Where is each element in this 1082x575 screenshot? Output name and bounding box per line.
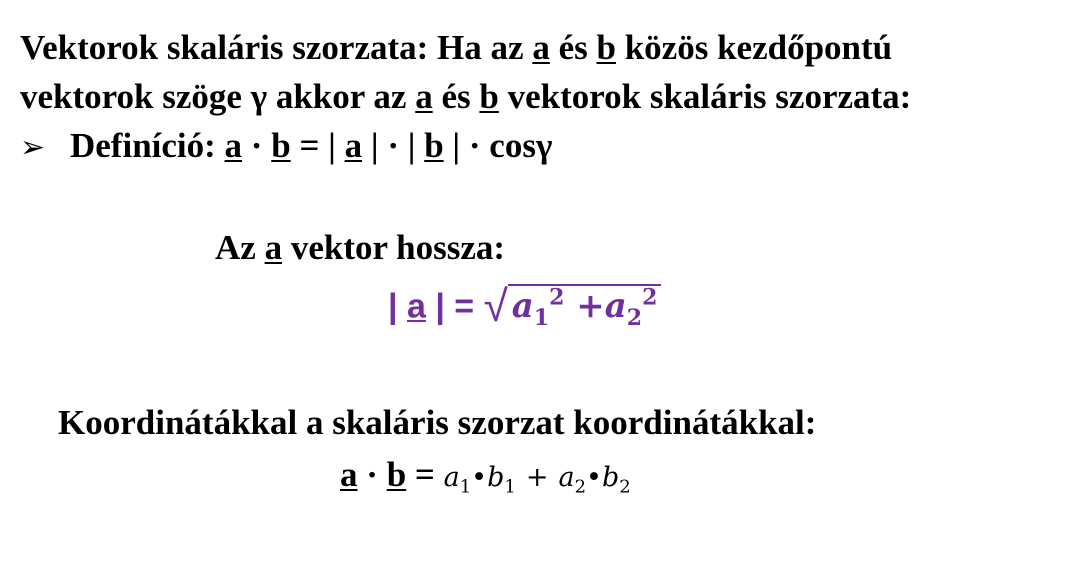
term-exponent: 2 xyxy=(549,285,565,311)
plus-operator: + xyxy=(564,286,605,327)
vector-a-symbol: a xyxy=(224,126,243,165)
heading-line-2 xyxy=(20,77,911,117)
term-var: a xyxy=(511,286,534,327)
term-subscript: 2 xyxy=(626,305,643,332)
term-var: b xyxy=(487,462,505,493)
vector-b-symbol: b xyxy=(386,455,407,494)
vector-b-symbol: b xyxy=(479,77,499,116)
term-var: a xyxy=(558,462,575,493)
dot-operator: · xyxy=(357,455,387,494)
vector-a-symbol: a xyxy=(406,287,426,326)
term-subscript: 2 xyxy=(619,476,631,498)
coordinate-formula xyxy=(340,455,631,507)
formula-text: | · cosγ xyxy=(443,126,553,165)
coordinate-heading: Koordinátákkal a skaláris szorzat koordinátákkal: xyxy=(58,403,817,442)
term-var: a xyxy=(604,286,627,327)
term-var: a xyxy=(443,462,460,493)
heading-text: és xyxy=(549,28,597,67)
dot-operator: · xyxy=(242,126,272,165)
vector-a-symbol: a xyxy=(344,126,363,165)
term-subscript: 1 xyxy=(504,476,516,498)
vector-b-symbol: b xyxy=(271,126,291,165)
vector-length-heading xyxy=(215,228,505,268)
abs-open: | xyxy=(388,287,407,326)
term-exponent: 2 xyxy=(642,285,658,311)
term-subscript: 2 xyxy=(574,476,587,498)
vector-a-symbol: a xyxy=(340,455,358,494)
heading-line-1 xyxy=(20,28,892,68)
dot-operator: • xyxy=(586,462,602,493)
definition-label: Definíció: xyxy=(70,126,225,165)
radicand xyxy=(508,284,662,332)
coordinate-product xyxy=(443,462,631,498)
vector-a-symbol: a xyxy=(532,28,550,67)
heading-text: közös kezdőpontú xyxy=(615,28,893,67)
term-subscript: 1 xyxy=(533,305,550,332)
square-root-icon: √ xyxy=(483,282,508,332)
vector-a-symbol: a xyxy=(264,228,283,267)
heading-text: Vektorok skaláris szorzata: Ha az xyxy=(20,28,533,67)
vector-b-symbol: b xyxy=(424,126,444,165)
heading-text: vektorok szöge γ akkor az xyxy=(20,77,416,116)
dot-operator: • xyxy=(471,462,488,493)
vector-b-symbol: b xyxy=(596,28,616,67)
arrow-bullet-icon: ➢ xyxy=(20,130,46,165)
vector-a-symbol: a xyxy=(415,77,433,116)
definition-line xyxy=(20,126,552,168)
term-var: b xyxy=(601,462,620,493)
abs-close: | = xyxy=(425,287,484,326)
heading-text: Az xyxy=(215,228,265,267)
formula-text: = | xyxy=(290,126,345,165)
equals-sign: = xyxy=(406,455,444,494)
term-subscript: 1 xyxy=(459,476,472,498)
plus-operator: + xyxy=(525,462,549,493)
formula-text: | · | xyxy=(362,126,425,165)
heading-text: vektorok skaláris szorzata: xyxy=(498,77,912,116)
heading-text: vektor hossza: xyxy=(282,228,506,267)
heading-text: és xyxy=(432,77,480,116)
vector-length-formula xyxy=(388,278,661,338)
